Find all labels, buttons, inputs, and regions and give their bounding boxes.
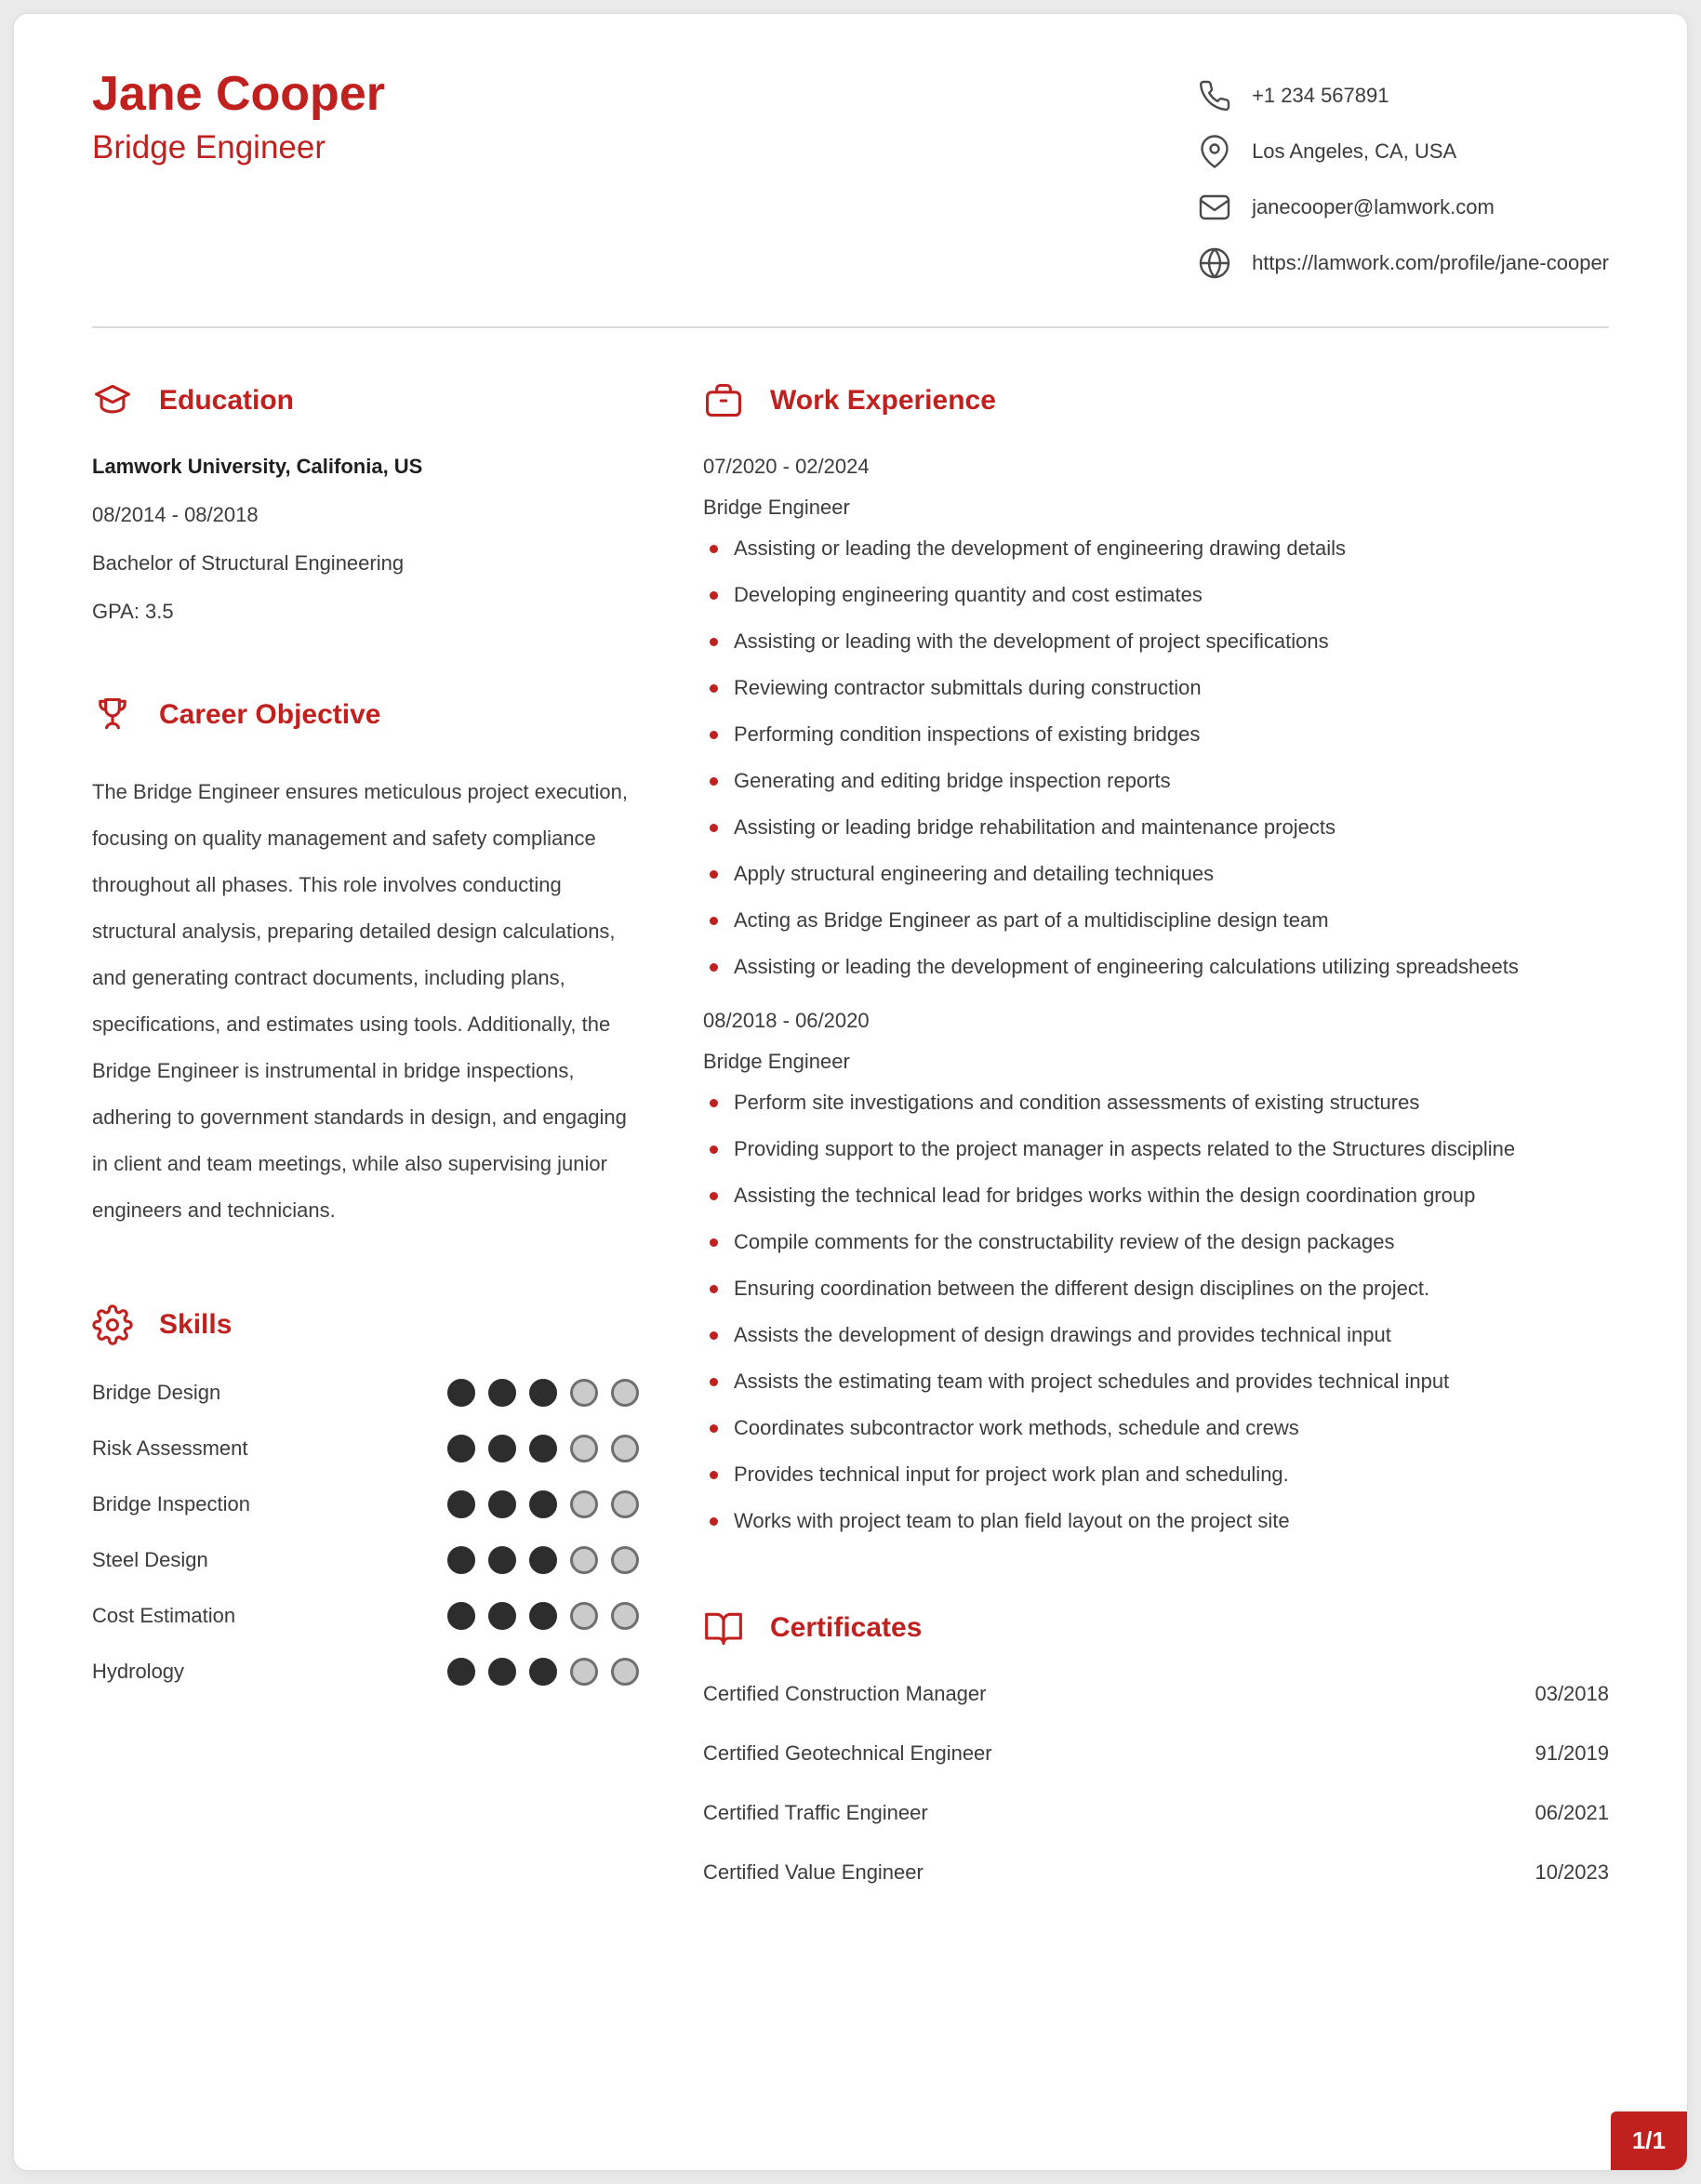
rating-dot-empty [611,1658,639,1686]
section-skills [92,1304,639,1686]
rating-dot-empty [611,1490,639,1518]
rating-dot-filled [447,1546,475,1574]
certificate-name: Certified Value Engineer [703,1860,924,1884]
section-certificates [703,1608,1609,1885]
resume-page [13,13,1688,2171]
briefcase-icon [703,380,744,421]
page-number-badge: 1/1 [1611,2111,1687,2170]
rating-dot-filled [529,1546,557,1574]
rating-dot-filled [488,1658,516,1686]
section-career-objective [92,695,639,1234]
contact-email[interactable] [1198,179,1609,235]
contact-location [1198,124,1609,179]
bullet-item: Apply structural engineering and detailing techniques [703,858,1609,890]
bullet-item: Assisting or leading the development of engineering calculations utilizing spreadsheets [703,951,1609,983]
rating-dot-empty [570,1658,598,1686]
certificate-row [703,1801,1609,1825]
rating-dot-filled [447,1490,475,1518]
rating-dot-filled [488,1435,516,1463]
contact-email-text: janecooper@lamwork.com [1252,195,1495,218]
objective-section-header [92,695,639,735]
work-section-header [703,380,1609,421]
skill-row [92,1546,639,1574]
rating-dot-filled [488,1602,516,1630]
rating-dot-filled [488,1379,516,1407]
certificate-date: 03/2018 [1535,1682,1609,1705]
person-job-title: Bridge Engineer [92,129,326,166]
rating-dot-filled [529,1602,557,1630]
contact-website[interactable] [1198,235,1609,291]
bullet-item: Assisting or leading bridge rehabilitation and maintenance projects [703,812,1609,843]
job-role: Bridge Engineer [703,496,850,519]
certificate-row [703,1741,1609,1766]
bullet-item: Performing condition inspections of existing bridges [703,719,1609,750]
rating-dot-empty [570,1602,598,1630]
skill-rating [447,1379,639,1407]
certificates-section-header [703,1608,1609,1648]
certificate-name: Certified Construction Manager [703,1682,987,1705]
email-icon [1198,191,1231,224]
bullet-item: Developing engineering quantity and cost estimates [703,579,1609,611]
certificates-list [703,1682,1609,1885]
skill-row [92,1602,639,1630]
bullet-item: Perform site investigations and condition assessments of existing structures [703,1087,1609,1118]
education-dates: 08/2014 - 08/2018 [92,503,259,526]
right-column [703,380,1609,1955]
rating-dot-filled [529,1658,557,1686]
bullet-item: Generating and editing bridge inspection reports [703,765,1609,797]
objective-text: The Bridge Engineer ensures meticulous project execution, focusing on quality management and safety compliance throughout all phases. This role involves conducting structural analysis, preparing detailed design calculations, and generating contract documents, including plans, specifications, and estimates using tools. Additionally, the Bridge Engineer is instrumental in bridge inspections, adhering to government standards in design, and engaging in client and team meetings, while also supervising junior engineers and technicians. [92,780,628,1222]
rating-dot-filled [488,1546,516,1574]
skills-list [92,1379,639,1686]
bullet-item: Assists the development of design drawings and provides technical input [703,1319,1609,1351]
job-role: Bridge Engineer [703,1050,850,1073]
job-bullet-list [703,1087,1609,1537]
globe-icon [1198,246,1231,280]
skill-name: Bridge Design [92,1381,221,1404]
bullet-item: Assisting or leading with the development of project specifications [703,626,1609,657]
open-book-icon [703,1608,744,1648]
rating-dot-filled [447,1602,475,1630]
bullet-item: Coordinates subcontractor work methods, schedule and crews [703,1412,1609,1444]
certificate-name: Certified Geotechnical Engineer [703,1741,992,1765]
job-dates: 08/2018 - 06/2020 [703,1009,870,1032]
certificate-row [703,1860,1609,1885]
bullet-item: Providing support to the project manager in aspects related to the Structures discipline [703,1133,1609,1165]
skill-rating [447,1602,639,1630]
contact-location-text: Los Angeles, CA, USA [1252,139,1457,163]
rating-dot-empty [570,1546,598,1574]
skill-rating [447,1490,639,1518]
bullet-item: Assisting or leading the development of engineering drawing details [703,533,1609,564]
left-column [92,380,639,1756]
bullet-item: Assists the estimating team with project schedules and provides technical input [703,1366,1609,1397]
skill-row [92,1435,639,1463]
skill-row [92,1490,639,1518]
bullet-item: Compile comments for the constructability review of the design packages [703,1226,1609,1258]
person-name: Jane Cooper [92,67,385,121]
rating-dot-filled [488,1490,516,1518]
section-work-experience [703,380,1609,1537]
skill-rating [447,1658,639,1686]
bullet-item: Reviewing contractor submittals during construction [703,672,1609,704]
education-heading: Education [159,385,295,416]
rating-dot-empty [611,1546,639,1574]
skills-section-header [92,1304,639,1345]
rating-dot-empty [611,1435,639,1463]
skill-name: Hydrology [92,1660,185,1683]
rating-dot-empty [570,1379,598,1407]
bullet-item: Works with project team to plan field layout on the project site [703,1505,1609,1537]
certificate-date: 91/2019 [1535,1741,1609,1765]
bullet-item: Provides technical input for project work plan and scheduling. [703,1459,1609,1490]
location-pin-icon [1198,135,1231,168]
bullet-item: Assisting the technical lead for bridges works within the design coordination group [703,1180,1609,1211]
job-dates: 07/2020 - 02/2024 [703,455,870,478]
education-degree: Bachelor of Structural Engineering [92,551,405,575]
trophy-icon [92,695,133,735]
gear-icon [92,1304,133,1345]
skill-name: Risk Assessment [92,1436,248,1460]
bullet-item: Acting as Bridge Engineer as part of a multidiscipline design team [703,905,1609,936]
rating-dot-filled [447,1435,475,1463]
skill-rating [447,1546,639,1574]
skill-row [92,1379,639,1407]
skills-heading: Skills [159,1309,233,1340]
rating-dot-filled [529,1379,557,1407]
certificate-row [703,1682,1609,1706]
education-section-header [92,380,639,421]
content-columns [14,328,1687,1955]
skill-name: Steel Design [92,1548,208,1571]
contact-phone-text: +1 234 567891 [1252,84,1389,107]
rating-dot-empty [611,1602,639,1630]
skill-row [92,1658,639,1686]
rating-dot-filled [447,1658,475,1686]
phone-icon [1198,79,1231,113]
objective-heading: Career Objective [159,699,381,730]
rating-dot-empty [570,1435,598,1463]
contact-phone [1198,68,1609,124]
certificate-date: 10/2023 [1535,1860,1609,1884]
skill-name: Bridge Inspection [92,1492,250,1516]
skill-name: Cost Estimation [92,1604,236,1627]
rating-dot-filled [529,1490,557,1518]
skill-rating [447,1435,639,1463]
education-gpa: GPA: 3.5 [92,600,174,623]
job-entry-2 [703,1009,1609,1537]
rating-dot-filled [529,1435,557,1463]
contact-website-text: https://lamwork.com/profile/jane-cooper [1252,251,1609,274]
job-bullet-list [703,533,1609,983]
bullet-item: Ensuring coordination between the different design disciplines on the project. [703,1273,1609,1304]
rating-dot-filled [447,1379,475,1407]
job-entry-1 [703,455,1609,983]
certificate-date: 06/2021 [1535,1801,1609,1824]
rating-dot-empty [570,1490,598,1518]
contact-block [1198,68,1609,291]
section-education [92,380,639,624]
work-heading: Work Experience [770,385,996,416]
identity-block [92,68,385,166]
graduation-cap-icon [92,380,133,421]
rating-dot-empty [611,1379,639,1407]
header [14,14,1687,291]
certificate-name: Certified Traffic Engineer [703,1801,928,1824]
certificates-heading: Certificates [770,1612,923,1643]
education-school: Lamwork University, Califonia, US [92,455,423,478]
